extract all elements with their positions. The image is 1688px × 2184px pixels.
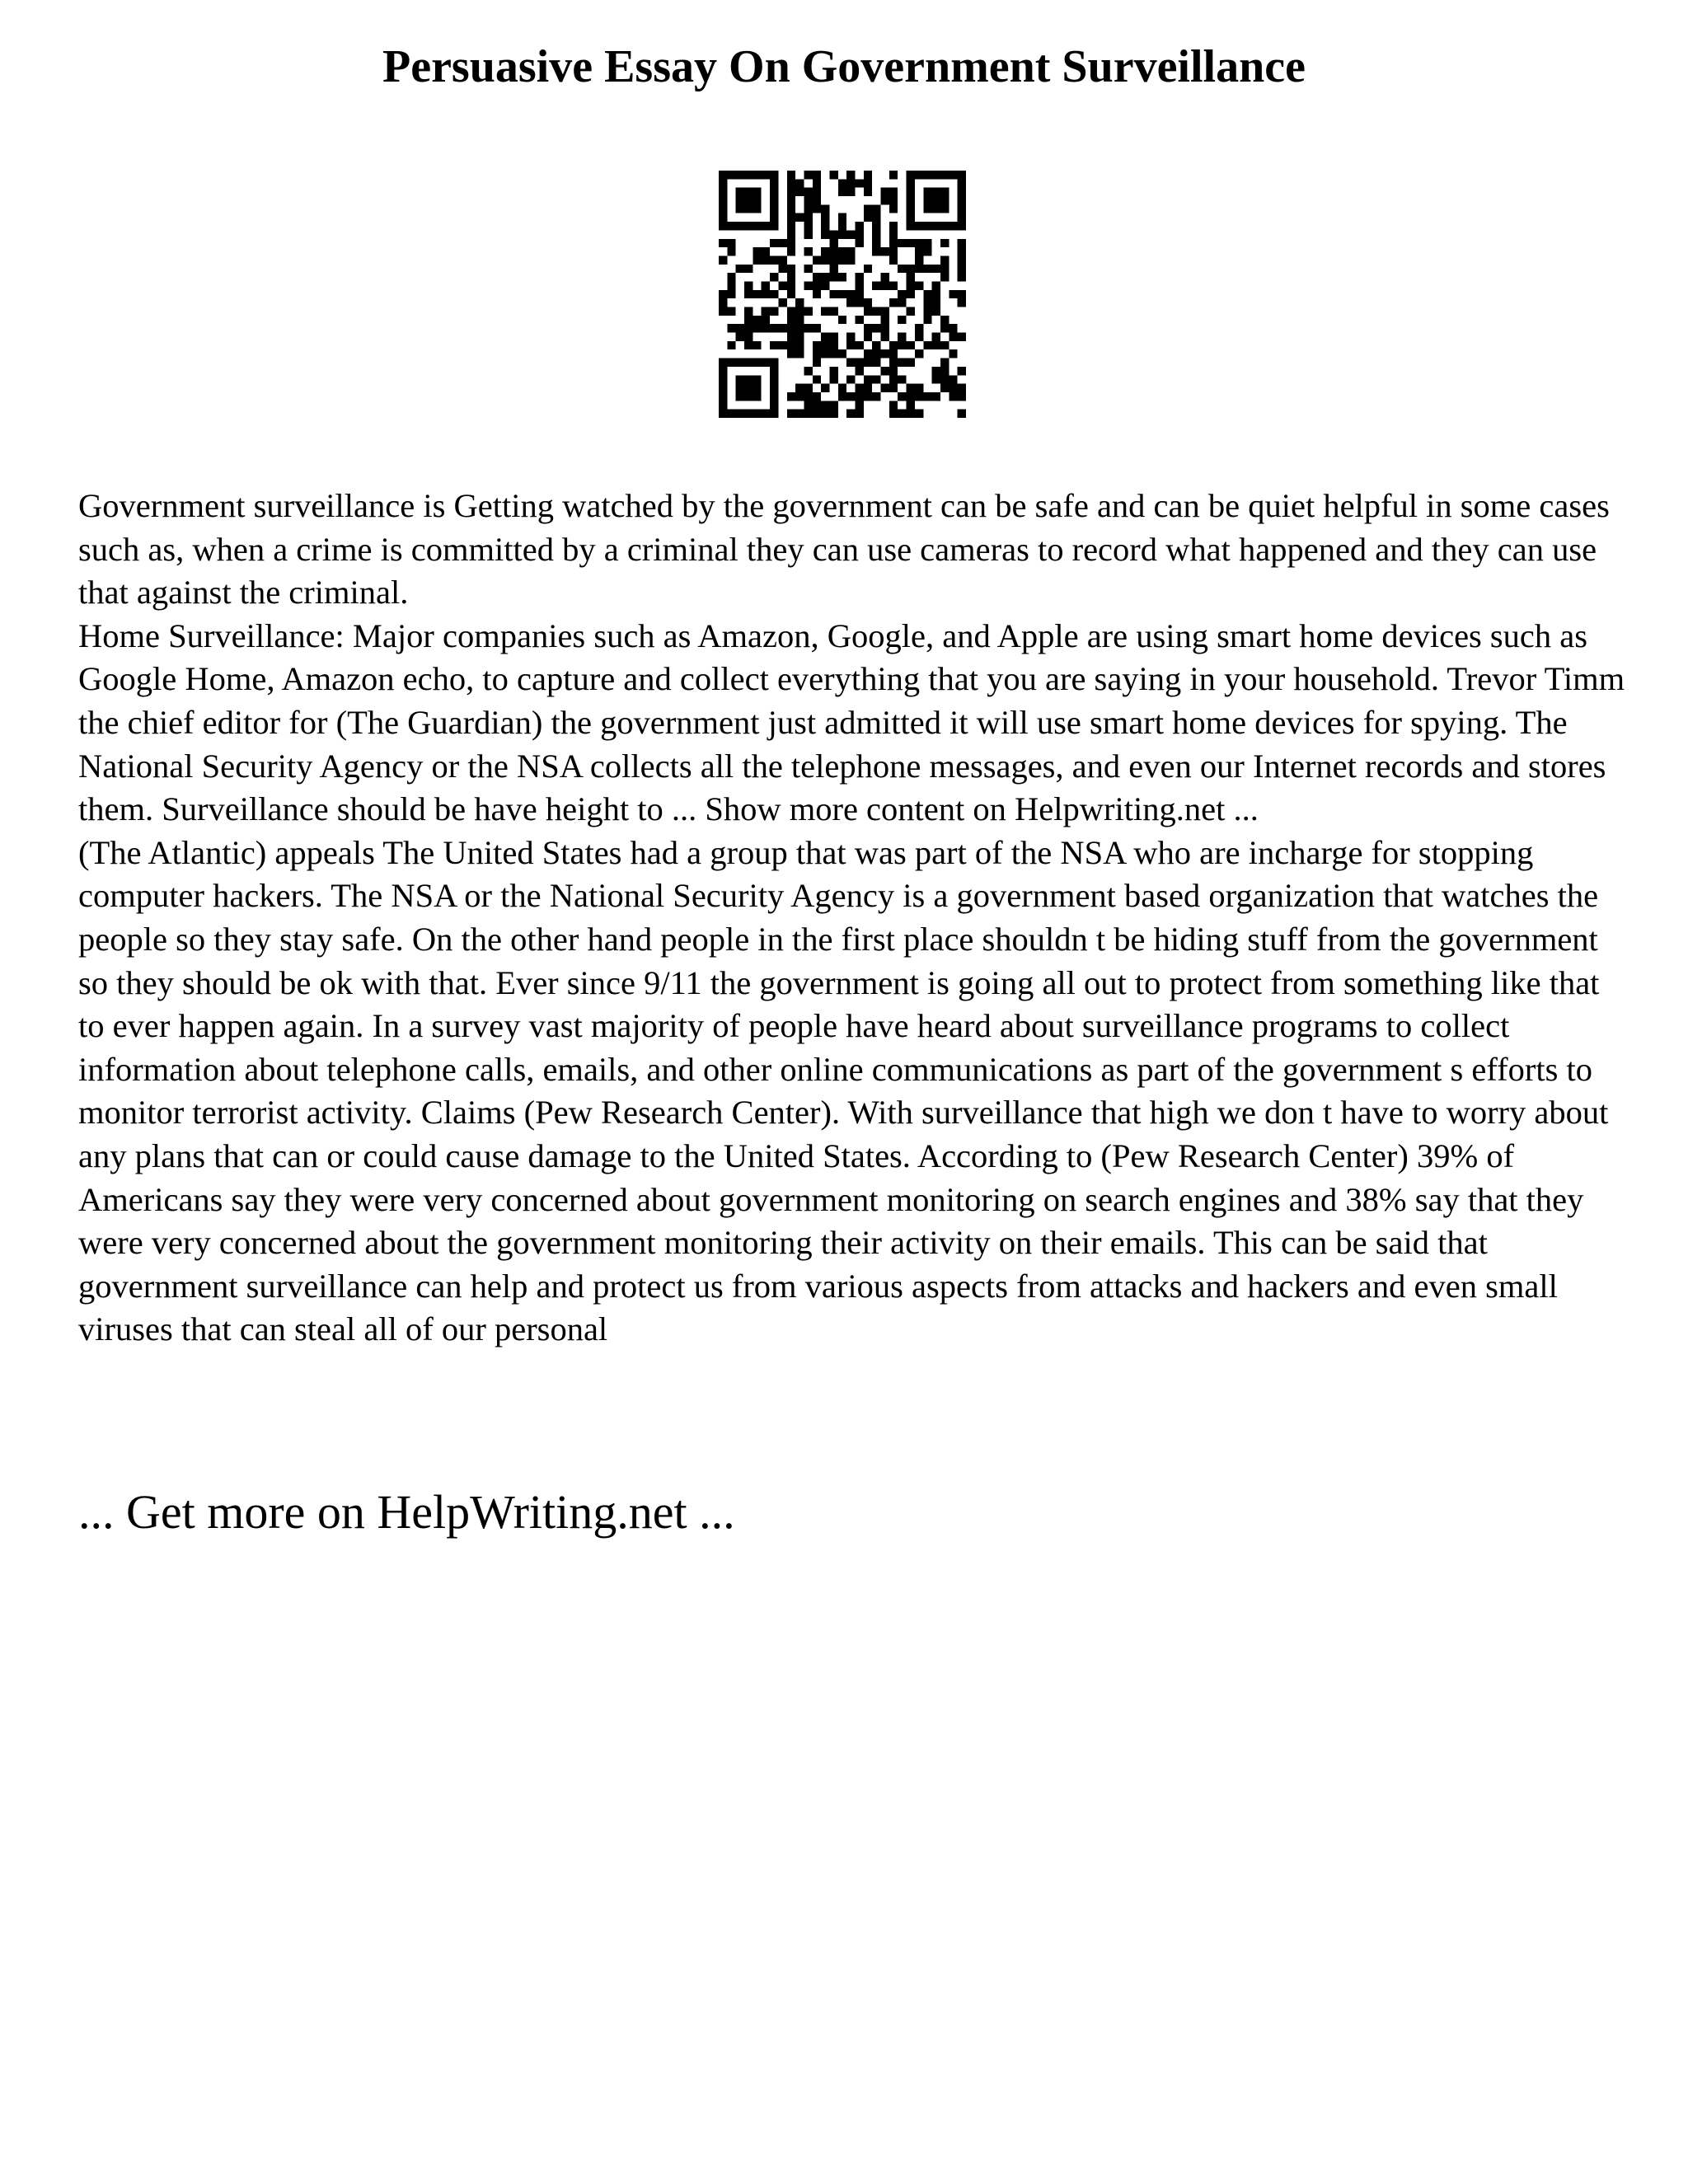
essay-paragraph: Home Surveillance: Major companies such as Amazon, Google, and Apple are using smart home devices such as Google Home, Amazon echo, to capture and collect everything that you are saying in your household. Trevor Timm the chief editor for (The Guardian) the government just admitted it will use smart home devices for spying. The National Security Agency or the NSA collects all the telephone messages, and even our Internet records and stores them. Surveillance should be have height to ... Show more content on Helpwriting.net ... (78, 616, 1625, 828)
essay-paragraph: Government surveillance is Getting watched by the government can be safe and can be quiet helpful in some cases such as, when a crime is committed by a criminal they can use cameras to record what happened and they can use that against the criminal. (78, 487, 1610, 612)
document-title: Persuasive Essay On Government Surveillance (382, 41, 1306, 92)
essay-paragraph: (The Atlantic) appeals The United States had a group that was part of the NSA who are incharge for stopping computer hackers. The NSA or the National Security Agency is a government based organization that watches the people so they stay safe. On the other hand people in the first place shouldn t be hiding stuff from the government so they should be ok with that. Ever since 9/11 the government is going all out to protect from something like that to ever happen again. In a survey vast majority of people have heard about surveillance programs to collect information about telephone calls, emails, and other online communications as part of the government s efforts to monitor terrorist activity. Claims (Pew Research Center). With surveillance that high we don t have to worry about any plans that can or could cause damage to the United States. According to (Pew Research Center) 39% of Americans say they were very concerned about government monitoring on search engines and 38% say that they were very concerned about the government monitoring their activity on their emails. This can be said that government surveillance can help and protect us from various aspects from attacks and hackers and even small viruses that can steal all of our personal (78, 833, 1609, 1348)
qr-code-icon[interactable] (719, 171, 966, 418)
get-more-link[interactable]: ... Get more on HelpWriting.net ... (78, 1485, 735, 1539)
essay-body (78, 485, 1628, 1352)
